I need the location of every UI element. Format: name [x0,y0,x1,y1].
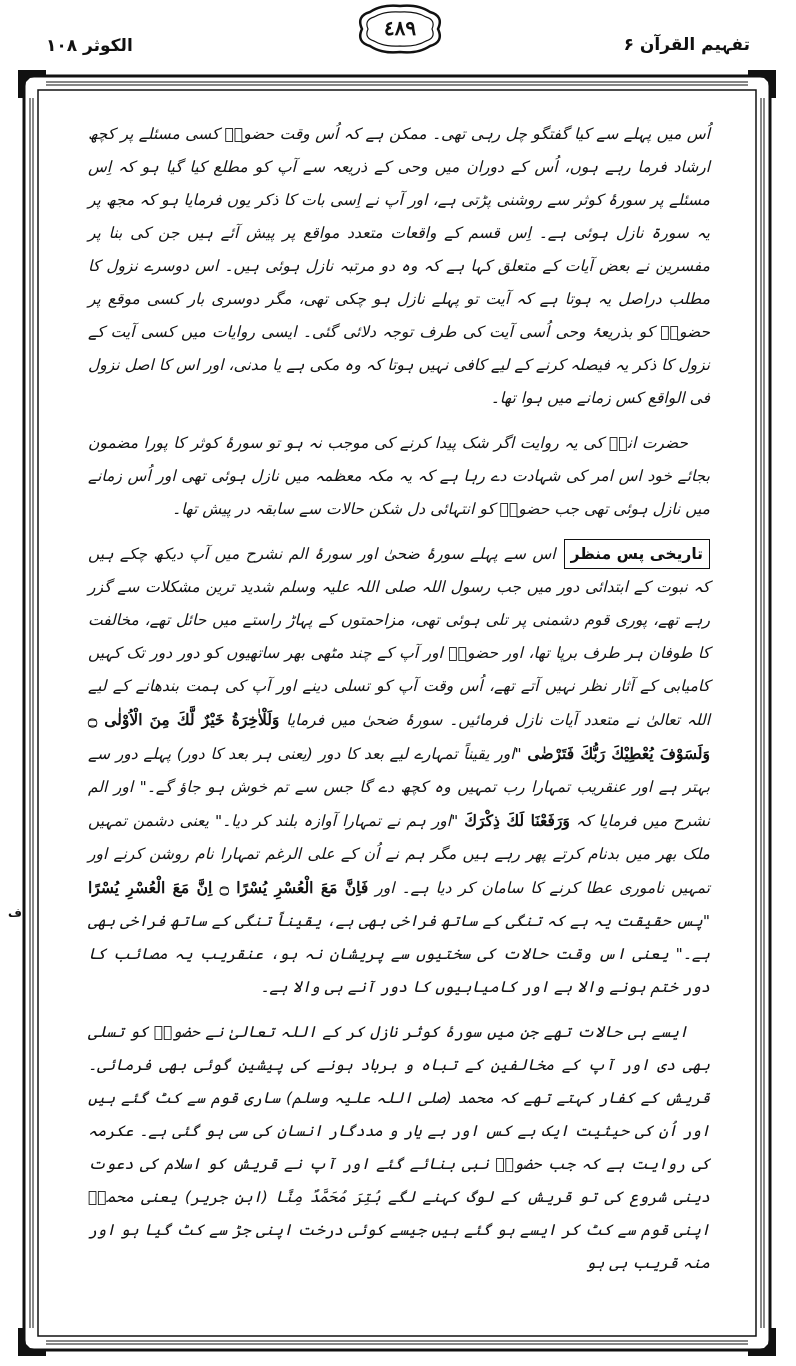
quran-verse: وَلَلْاٰخِرَةُ خَيْرٌ لَّكَ مِنَ الْاُوْلٰى ۝ وَلَسَوْفَ يُعْطِيْكَ رَبُّكَ فَتَرْضٰى [88,710,710,763]
paragraph-4 [88,1016,710,1280]
section-heading-box: تاریخی پس منظر [564,539,710,569]
main-text [88,118,710,1280]
paragraph-text: اُس میں پہلے سے کیا گفتگو چل رہی تھی۔ ممکن ہے کہ اُس وقت حضورؐ کسی مسئلے پر کچھ ارشاد فرما رہے ہوں، اُس کے دوران میں وحی کے ذریعہ سے آپ کو مطلع کیا گیا ہو کہ اِس مسئلے پر سورۂ کوثر سے روشنی پڑتی ہے، اور آپ نے اِسی بات کا ذکر یوں فرمایا ہو کہ مجھ پر یہ سورۃ نازل ہوئی ہے۔ اِس قسم کے واقعات متعدد مواقع پر پیش آئے ہیں جن کی بنا پر مفسرین نے بعض آیات کے متعلق کہا ہے کہ وہ دو مرتبہ نازل ہوئی ہیں۔ اس دوسرے نزول کا مطلب دراصل یہ ہوتا ہے کہ آیت تو پہلے نازل ہو چکی تھی، مگر دوسری بار کسی موقع پر حضورؐ کو بذریعۂ وحی اُسی آیت کی طرف توجہ دلائی گئی۔ ایسی روایات میں کسی آیت کے نزول کا ذکر یہ فیصلہ کرنے کے لیے کافی نہیں ہوتا کہ وہ مکی ہے یا مدنی، اور اس کا اصل نزول فی الواقع کس زمانے میں ہوا تھا۔ [88,125,710,407]
paragraph-text: "پس حقیقت یہ ہے کہ تنگی کے ساتھ فراخی بھی ہے، یقیناً تنگی کے ساتھ فراخی بھی ہے۔" یعنی اس وقت حالات کی سختیوں سے پریشان نہ ہو، عنقریب یہ مصائب کا دور ختم ہونے والا ہے اور کامیابیوں کا دور آنے ہی والا ہے۔ [88,912,710,996]
quran-verse: وَرَفَعْنَا لَكَ ذِكْرَكَ [464,811,570,830]
paragraph-1 [88,118,710,415]
margin-mark: ف [8,906,22,920]
page-number-seal [352,2,448,56]
page-number: ٤٨٩ [383,16,417,40]
page-header [0,0,796,70]
paragraph-text: ایسے ہی حالات تھے جن میں سورۂ کوثر نازل کر کے اللہ تعالیٰ نے حضورؐ کو تسلی بھی دی اور آپ کے مخالفین کے تباہ و برباد ہونے کی پیشین گوئی بھی فرمائی۔ قریش کے کفار کہتے تھے کہ محمد (صلی اللہ علیہ وسلم) ساری قوم سے کٹ گئے ہیں اور اُن کی حیثیت ایک بے کس اور بے یار و مددگار انسان کی سی ہو گئی ہے۔ عکرمہ کی روایت ہے کہ جب حضورؐ نبی بنائے گئے اور آپ نے قریش کو اسلام کی دعوت دینی شروع کی تو قریش کے لوگ کہنے لگے بُتِرَ مُحَمَّدٌ مِنَّا (ابن جریر) یعنی محمدؐ اپنی قوم سے کٹ کر ایسے ہو گئے ہیں جیسے کوئی درخت اپنی جڑ سے کٹ گیا ہو اور منہ قریب ہی ہو [88,1023,710,1272]
surah-label: الکوثر ۱۰۸ [46,36,133,56]
quran-verse: فَاِنَّ مَعَ الْعُسْرِ يُسْرًا ۝ اِنَّ مَعَ الْعُسْرِ يُسْرًا [88,878,369,897]
paragraph-text: حضرت انسؓ کی یہ روایت اگر شک پیدا کرنے کی موجب نہ ہو تو سورۂ کوثر کا پورا مضمون بجائے خود اس امر کی شہادت دے رہا ہے کہ یہ مکہ معظمہ میں نازل ہوئی تھی اور اُس زمانے میں نازل ہوئی تھی جب حضورؐ کو انتہائی دل شکن حالات سے سابقہ در پیش تھا۔ [88,434,710,518]
paragraph-text: اس سے پہلے سورۂ ضحیٰ اور سورۂ الم نشرح میں آپ دیکھ چکے ہیں کہ نبوت کے ابتدائی دور میں جب رسول اللہ صلی اللہ علیہ وسلم شدید ترین مشکلات سے گزر رہے تھے، پوری قوم دشمنی پر تلی ہوئی تھی، مزاحمتوں کے پہاڑ راستے میں حائل تھے، مخالفت کا طوفان ہر طرف برپا تھا، اور حضورؐ اور آپ کے چند مٹھی بھر ساتھیوں کو دور دور تک کہیں کامیابی کے آثار نظر نہیں آتے تھے، اُس وقت آپ کو تسلی دینے اور آپ کی ہمت بندھانے کے لیے اللہ تعالیٰ نے متعدد آیات نازل فرمائیں۔ سورۂ ضحیٰ میں فرمایا [88,545,710,729]
paragraph-3 [88,538,710,1004]
paragraph-2 [88,427,710,526]
paragraph-text: "اور یقیناً تمہارے لیے بعد کا دور (یعنی ہر بعد کا دور) پہلے دور سے بہتر ہے اور عنقریب تمہارا رب تمہیں وہ کچھ دے گا جس سے تم خوش ہو جاؤ گے۔" اور الم نشرح میں فرمایا کہ [88,745,710,830]
book-title: تفہیم القرآن ۶ [623,35,750,55]
paragraph-text: "اور ہم نے تمہارا آوازہ بلند کر دیا۔" یعنی دشمن تمہیں ملک بھر میں بدنام کرتے پھر رہے ہیں مگر ہم نے اُن کے علی الرغم تمہارا نام روشن کرنے اور تمہیں ناموری عطا کرنے کا سامان کر دیا ہے۔ اور [88,812,710,897]
